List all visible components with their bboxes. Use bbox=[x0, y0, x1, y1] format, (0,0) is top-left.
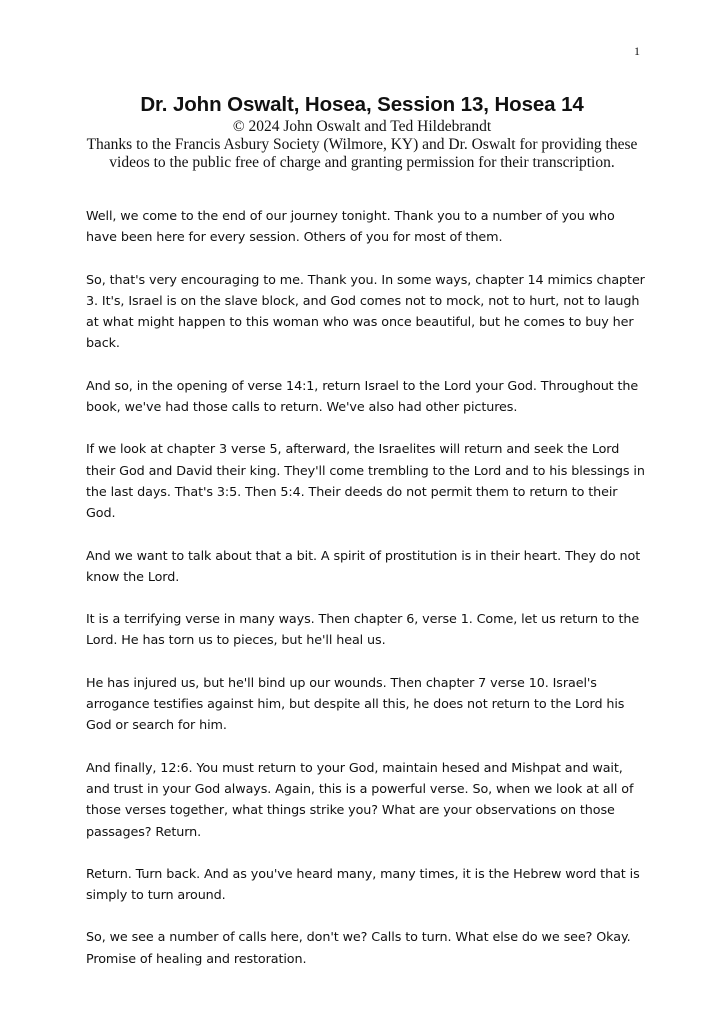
paragraph: So, that's very encouraging to me. Thank you. In some ways, chapter 14 mimics chapter 3. It's, Israel is on the slave block, and God comes not to mock, not to hurt, not to laugh at what might happen to this woman who was once beautiful, but he comes to buy her back. bbox=[86, 272, 645, 352]
transcript-body bbox=[86, 206, 646, 991]
paragraph: So, we see a number of calls here, don't we? Calls to turn. What else do we see? Okay. Promise of healing and restoration. bbox=[86, 930, 631, 967]
paragraph: Return. Turn back. And as you've heard many, many times, it is the Hebrew word that is simply to turn around. bbox=[86, 866, 640, 904]
paragraph: It is a terrifying verse in many ways. Then chapter 6, verse 1. Come, let us return to the Lord. He has torn us to pieces, but he'll heal us. bbox=[86, 612, 640, 649]
paragraph: Well, we come to the end of our journey tonight. Thank you to a number of you who have been here for every session. Others of you for most of them. bbox=[86, 209, 615, 246]
document-header bbox=[60, 92, 664, 172]
paragraph: And so, in the opening of verse 14:1, return Israel to the Lord your God. Throughout the book, we've had those calls to return. We've also had other pictures. bbox=[86, 378, 639, 416]
page-number: 1 bbox=[634, 44, 640, 58]
paragraph: If we look at chapter 3 verse 5, afterward, the Israelites will return and seek the Lord their God and David their king. They'll come trembling to the Lord and to his blessings in the last days. That's 3:5. Then 5:4. Their deeds do not permit them to return to their God. bbox=[86, 442, 645, 522]
paragraph: He has injured us, but he'll bind up our wounds. Then chapter 7 verse 10. Israel's arrogance testifies against him, but despite all this, he does not return to the Lord his God or search for him. bbox=[86, 675, 625, 734]
copyright-line: © 2024 John Oswalt and Ted Hildebrandt bbox=[232, 118, 492, 135]
document-title: Dr. John Oswalt, Hosea, Session 13, Hosea 14 bbox=[140, 93, 584, 116]
acknowledgement-text: Thanks to the Francis Asbury Society (Wilmore, KY) and Dr. Oswalt for providing these videos to the public free of charge and granting permission for their transcription. bbox=[86, 136, 638, 171]
paragraph: And finally, 12:6. You must return to your God, maintain hesed and Mishpat and wait, and trust in your God always. Again, this is a powerful verse. So, when we look at all of those verses together, what things strike you? What are your observations on those passages? Return. bbox=[86, 760, 634, 840]
paragraph: And we want to talk about that a bit. A spirit of prostitution is in their heart. They do not know the Lord. bbox=[86, 548, 641, 585]
